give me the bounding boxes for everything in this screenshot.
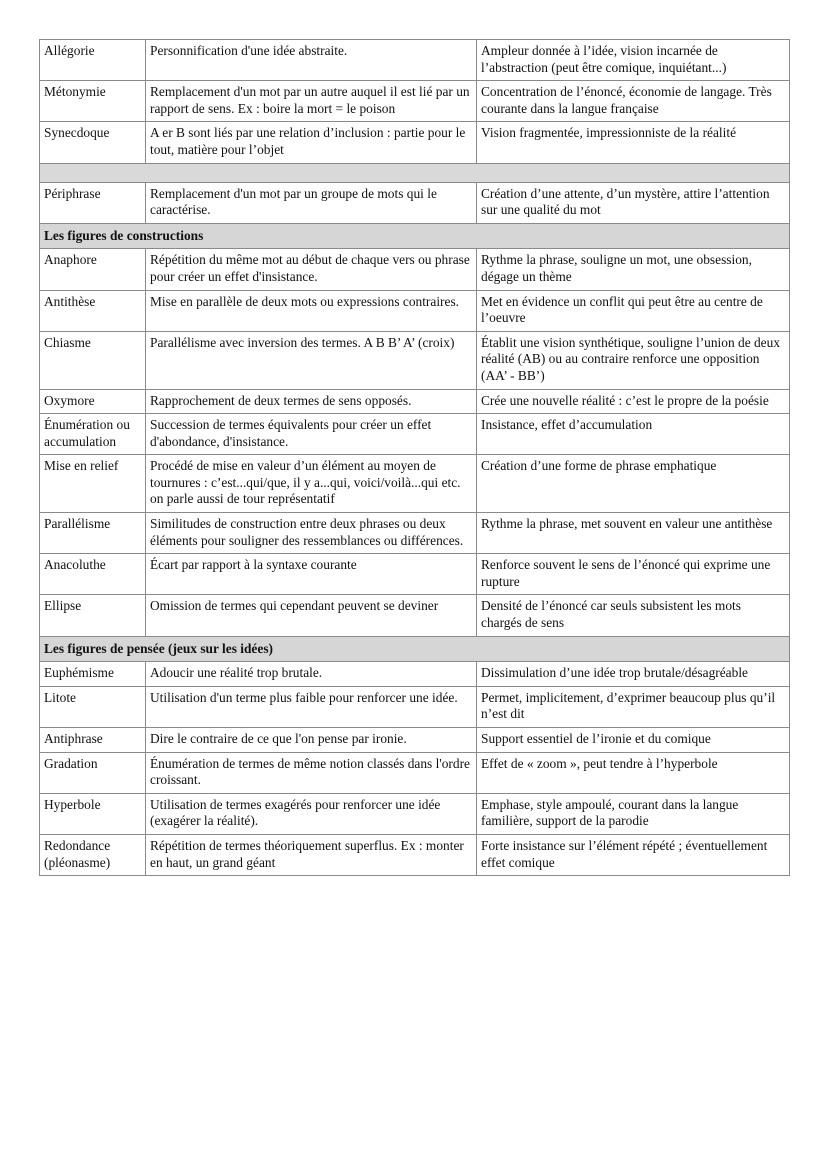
table-row [40,290,790,331]
effect-cell: Établit une vision synthétique, souligne l’union de deux réalité (AB) ou au contraire renforce une opposition (AA’ - BB’) [477,331,790,389]
definition-cell: Utilisation de termes exagérés pour renforcer une idée (exagérer la réalité). [146,793,477,834]
definition-cell: Utilisation d'un terme plus faible pour renforcer une idée. [146,686,477,727]
table-row [40,182,790,223]
table-row [40,793,790,834]
table-row [40,455,790,513]
definition-cell: Remplacement d'un mot par un autre auquel il est lié par un rapport de sens. Ex : boire la mort = le poison [146,81,477,122]
table-row [40,331,790,389]
effect-cell: Ampleur donnée à l’idée, vision incarnée de l’abstraction (peut être comique, inquiétant...) [477,40,790,81]
effect-cell: Création d’une forme de phrase emphatique [477,455,790,513]
figure-name-cell: Énumération ou accumulation [40,414,146,455]
effect-cell: Création d’une attente, d’un mystère, attire l’attention sur une qualité du mot [477,182,790,223]
table-row [40,389,790,414]
table-row [40,686,790,727]
table-body [40,40,790,876]
table-row [40,752,790,793]
section-heading-row [40,636,790,662]
effect-cell: Dissimulation d’une idée trop brutale/désagréable [477,662,790,687]
figure-name-cell: Métonymie [40,81,146,122]
section-spacer-row [40,163,790,182]
table-row [40,662,790,687]
definition-cell: Énumération de termes de même notion classés dans l'ordre croissant. [146,752,477,793]
table-row [40,249,790,290]
figure-name-cell: Anaphore [40,249,146,290]
table-row [40,513,790,554]
figure-name-cell: Ellipse [40,595,146,636]
table-row [40,414,790,455]
effect-cell: Renforce souvent le sens de l’énoncé qui exprime une rupture [477,554,790,595]
table-row [40,834,790,875]
definition-cell: Similitudes de construction entre deux phrases ou deux éléments pour souligner des ressemblances ou différences. [146,513,477,554]
figure-name-cell: Litote [40,686,146,727]
section-heading-row [40,223,790,249]
effect-cell: Insistance, effet d’accumulation [477,414,790,455]
definition-cell: Dire le contraire de ce que l'on pense par ironie. [146,728,477,753]
figure-name-cell: Mise en relief [40,455,146,513]
figure-name-cell: Chiasme [40,331,146,389]
figure-name-cell: Synecdoque [40,122,146,163]
definition-cell: Succession de termes équivalents pour créer un effet d'abondance, d'insistance. [146,414,477,455]
effect-cell: Vision fragmentée, impressionniste de la réalité [477,122,790,163]
section-heading [40,163,790,182]
effect-cell: Effet de « zoom », peut tendre à l’hyperbole [477,752,790,793]
effect-cell: Met en évidence un conflit qui peut être au centre de l’oeuvre [477,290,790,331]
table-row [40,554,790,595]
definition-cell: Répétition de termes théoriquement superflus. Ex : monter en haut, un grand géant [146,834,477,875]
figure-name-cell: Hyperbole [40,793,146,834]
definition-cell: Rapprochement de deux termes de sens opposés. [146,389,477,414]
definition-cell: Remplacement d'un mot par un groupe de mots qui le caractérise. [146,182,477,223]
figure-name-cell: Parallélisme [40,513,146,554]
figure-name-cell: Allégorie [40,40,146,81]
figure-name-cell: Euphémisme [40,662,146,687]
definition-cell: Personnification d'une idée abstraite. [146,40,477,81]
effect-cell: Rythme la phrase, souligne un mot, une obsession, dégage un thème [477,249,790,290]
effect-cell: Concentration de l’énoncé, économie de langage. Très courante dans la langue française [477,81,790,122]
figure-name-cell: Oxymore [40,389,146,414]
definition-cell: Omission de termes qui cependant peuvent se deviner [146,595,477,636]
definition-cell: A er B sont liés par une relation d’inclusion : partie pour le tout, matière pour l’objet [146,122,477,163]
table-row [40,728,790,753]
table-row [40,595,790,636]
figure-name-cell: Gradation [40,752,146,793]
definition-cell: Écart par rapport à la syntaxe courante [146,554,477,595]
figure-name-cell: Redondance (pléonasme) [40,834,146,875]
section-heading: Les figures de pensée (jeux sur les idées) [40,636,790,662]
effect-cell: Support essentiel de l’ironie et du comique [477,728,790,753]
section-heading: Les figures de constructions [40,223,790,249]
definition-cell: Répétition du même mot au début de chaque vers ou phrase pour créer un effet d'insistance. [146,249,477,290]
definition-cell: Parallélisme avec inversion des termes. A B B’ A’ (croix) [146,331,477,389]
figure-name-cell: Périphrase [40,182,146,223]
effect-cell: Emphase, style ampoulé, courant dans la langue familière, support de la parodie [477,793,790,834]
table-row [40,81,790,122]
figure-name-cell: Antithèse [40,290,146,331]
effect-cell: Rythme la phrase, met souvent en valeur une antithèse [477,513,790,554]
figures-of-speech-table [39,39,790,876]
figure-name-cell: Anacoluthe [40,554,146,595]
figure-name-cell: Antiphrase [40,728,146,753]
effect-cell: Permet, implicitement, d’exprimer beaucoup plus qu’il n’est dit [477,686,790,727]
definition-cell: Adoucir une réalité trop brutale. [146,662,477,687]
definition-cell: Procédé de mise en valeur d’un élément au moyen de tournures : c’est...qui/que, il y a...qui, voici/voilà...qui etc. on parle aussi de tour représentatif [146,455,477,513]
effect-cell: Densité de l’énoncé car seuls subsistent les mots chargés de sens [477,595,790,636]
effect-cell: Forte insistance sur l’élément répété ; éventuellement effet comique [477,834,790,875]
table-row [40,122,790,163]
definition-cell: Mise en parallèle de deux mots ou expressions contraires. [146,290,477,331]
effect-cell: Crée une nouvelle réalité : c’est le propre de la poésie [477,389,790,414]
table-row [40,40,790,81]
